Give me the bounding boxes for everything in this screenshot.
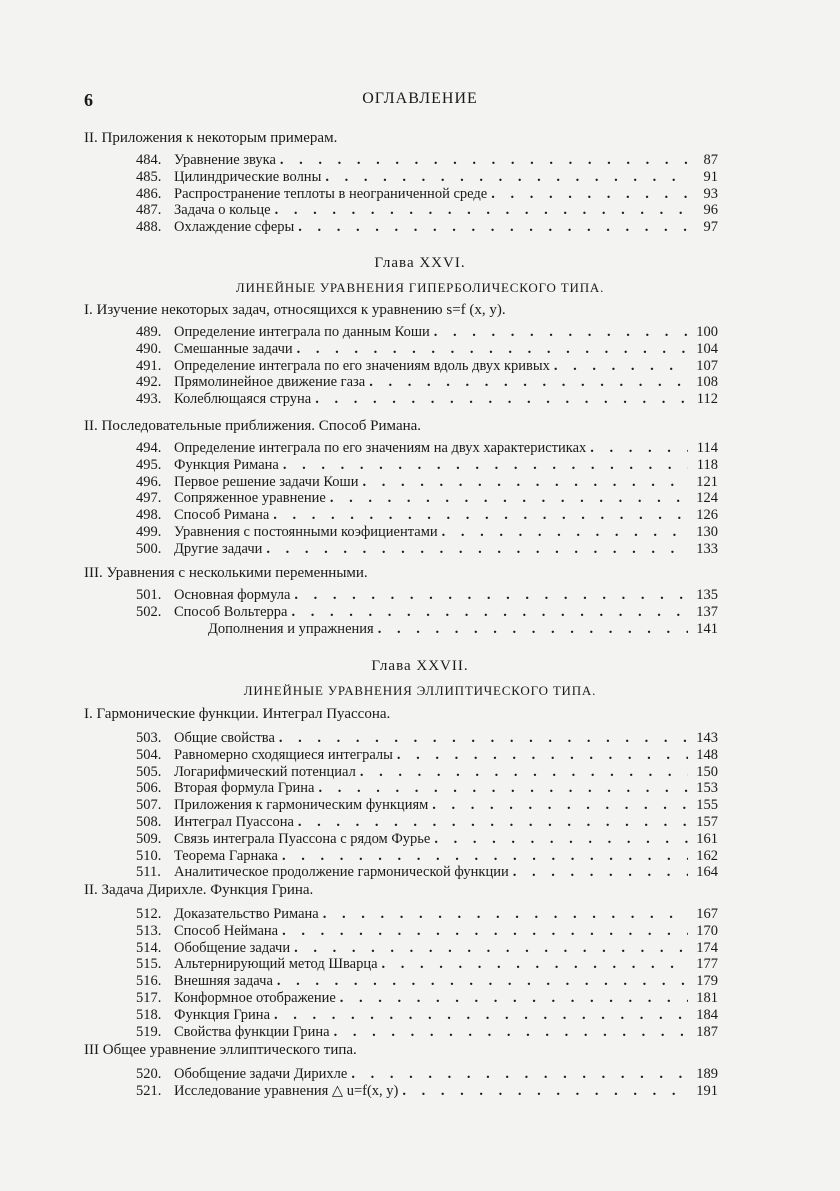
entry-title: Приложения к гармоническим функциям bbox=[174, 797, 429, 814]
entry-page: 126 bbox=[696, 507, 718, 524]
entry-title: Обобщение задачи Дирихле bbox=[174, 1066, 348, 1082]
entry-title: Альтернирующий метод Шварца bbox=[174, 956, 378, 973]
entry-title: Определение интеграла по данным Коши bbox=[174, 324, 430, 340]
entry-number: 494. bbox=[136, 440, 162, 456]
toc-entry bbox=[136, 524, 718, 540]
entry-number: 499. bbox=[136, 524, 162, 540]
entry-number: 520. bbox=[136, 1066, 162, 1082]
toc-entry bbox=[136, 831, 718, 847]
entry-title: Задача о кольце bbox=[174, 202, 271, 219]
dot-leader bbox=[318, 780, 688, 796]
entry-page: 150 bbox=[696, 763, 718, 780]
entry-page: 187 bbox=[696, 1023, 718, 1040]
entry-number: 511. bbox=[136, 864, 161, 881]
toc-entry bbox=[136, 358, 718, 374]
dot-leader bbox=[294, 587, 688, 603]
dot-leader bbox=[277, 973, 688, 989]
entry-number: 493. bbox=[136, 391, 162, 408]
entry-title: Общие свойства bbox=[174, 730, 275, 746]
dot-leader bbox=[266, 541, 688, 557]
entry-title: Определение интеграла по его значениям на двух характеристиках bbox=[174, 440, 587, 456]
entry-title: Первое решение задачи Коши bbox=[174, 473, 359, 490]
entry-number: 496. bbox=[136, 473, 162, 490]
entry-page: 148 bbox=[696, 746, 718, 763]
chapter-title: ЛИНЕЙНЫЕ УРАВНЕНИЯ ЭЛЛИПТИЧЕСКОГО ТИПА. bbox=[243, 683, 597, 698]
entry-page: 107 bbox=[696, 357, 718, 374]
entry-number: 504. bbox=[136, 746, 162, 763]
section-heading: II. Приложения к некоторым примерам. bbox=[84, 130, 338, 146]
toc-entry bbox=[136, 374, 718, 390]
dot-leader bbox=[362, 474, 688, 490]
dot-leader bbox=[351, 1066, 688, 1082]
entry-number: 515. bbox=[136, 956, 162, 973]
entry-page: 118 bbox=[696, 456, 718, 473]
toc-entry bbox=[136, 587, 718, 603]
entry-number: 490. bbox=[136, 340, 162, 357]
entry-title: Исследование уравнения △ u=f(x, y) bbox=[174, 1082, 399, 1099]
toc-entry bbox=[136, 169, 718, 185]
dot-leader bbox=[323, 906, 688, 922]
dot-leader bbox=[274, 1007, 688, 1023]
toc-entry bbox=[136, 780, 718, 796]
section-heading: III Общее уравнение эллиптического типа. bbox=[84, 1042, 357, 1058]
entry-page: 179 bbox=[696, 973, 718, 990]
dot-leader bbox=[340, 990, 688, 1006]
page-number: 6 bbox=[84, 90, 93, 110]
entry-title: Охлаждение сферы bbox=[174, 219, 295, 236]
entry-number: 498. bbox=[136, 507, 162, 524]
toc-entry bbox=[136, 621, 718, 637]
entry-number: 513. bbox=[136, 922, 162, 939]
entry-title: Вторая формула Грина bbox=[174, 780, 315, 797]
entry-page: 164 bbox=[696, 864, 718, 881]
toc-entry bbox=[136, 973, 718, 989]
section-heading: I. Изучение некоторых задач, относящихся к уравнению s=f (x, y). bbox=[84, 302, 506, 318]
entry-title: Способ Римана bbox=[174, 507, 270, 524]
toc-entry bbox=[136, 341, 718, 357]
entry-title: Логарифмический потенциал bbox=[174, 763, 356, 780]
toc-entry bbox=[136, 764, 718, 780]
entry-title: Внешняя задача bbox=[174, 973, 273, 990]
toc-entry bbox=[136, 1083, 718, 1099]
entry-page: 124 bbox=[696, 490, 718, 507]
entry-title: Способ Неймана bbox=[174, 922, 279, 939]
section-heading: III. Уравнения с несколькими переменными. bbox=[84, 565, 368, 581]
entry-title: Свойства функции Грина bbox=[174, 1023, 330, 1040]
dot-leader bbox=[298, 219, 688, 235]
dot-leader bbox=[590, 440, 688, 456]
entry-page: 133 bbox=[696, 540, 718, 557]
toc-entry bbox=[136, 457, 718, 473]
toc-entry bbox=[136, 186, 718, 202]
entry-page: 93 bbox=[703, 185, 718, 202]
toc-entry bbox=[136, 1024, 718, 1040]
toc-entry bbox=[136, 604, 718, 620]
entry-number: 502. bbox=[136, 603, 162, 620]
entry-number: 508. bbox=[136, 814, 162, 830]
toc-entry bbox=[136, 940, 718, 956]
dot-leader bbox=[334, 1024, 688, 1040]
running-title: ОГЛАВЛЕНИЕ bbox=[362, 90, 478, 107]
entry-title: Основная формула bbox=[174, 587, 291, 603]
entry-title: Уравнение звука bbox=[174, 152, 276, 168]
dot-leader bbox=[434, 831, 688, 847]
entry-title: Связь интеграла Пуассона с рядом Фурье bbox=[174, 830, 431, 847]
section-heading: II. Последовательные приближения. Способ Римана. bbox=[84, 418, 422, 434]
toc-entry bbox=[136, 797, 718, 813]
entry-page: 143 bbox=[696, 730, 718, 746]
dot-leader bbox=[402, 1083, 688, 1099]
dot-leader bbox=[378, 621, 688, 637]
entry-title: Сопряженное уравнение bbox=[174, 490, 326, 507]
entry-title: Цилиндрические волны bbox=[174, 168, 322, 185]
entry-page: 191 bbox=[696, 1082, 718, 1099]
toc-entry bbox=[136, 490, 718, 506]
entry-title: Функция Грина bbox=[174, 1006, 270, 1023]
dot-leader bbox=[513, 864, 688, 880]
entry-number: 484. bbox=[136, 152, 162, 168]
entry-title: Теорема Гарнака bbox=[174, 847, 278, 864]
entry-title: Равномерно сходящиеся интегралы bbox=[174, 746, 393, 763]
section-heading: II. Задача Дирихле. Функция Грина. bbox=[84, 882, 314, 898]
dot-leader bbox=[297, 341, 688, 357]
entry-number: 486. bbox=[136, 185, 162, 202]
chapter-heading: Глава XXVI. bbox=[374, 255, 466, 271]
entry-number: 506. bbox=[136, 780, 162, 797]
entry-title: Функция Римана bbox=[174, 456, 279, 473]
entry-page: 155 bbox=[696, 797, 718, 814]
toc-entry bbox=[136, 474, 718, 490]
entry-title: Обобщение задачи bbox=[174, 939, 291, 956]
dot-leader bbox=[434, 324, 688, 340]
entry-page: 114 bbox=[696, 440, 718, 456]
dot-leader bbox=[279, 730, 688, 746]
toc-entry bbox=[136, 219, 718, 235]
entry-page: 96 bbox=[703, 202, 718, 219]
toc-entry bbox=[136, 747, 718, 763]
dot-leader bbox=[273, 507, 688, 523]
entry-number: 495. bbox=[136, 456, 162, 473]
toc-entry bbox=[136, 906, 718, 922]
entry-number: 512. bbox=[136, 906, 162, 922]
entry-title: Распространение теплоты в неограниченной среде bbox=[174, 185, 488, 202]
entry-page: 104 bbox=[696, 340, 718, 357]
entry-number: 507. bbox=[136, 797, 162, 814]
entry-number: 521. bbox=[136, 1082, 162, 1099]
dot-leader bbox=[315, 391, 688, 407]
entry-page: 174 bbox=[696, 939, 718, 956]
toc-entry bbox=[136, 990, 718, 1006]
dot-leader bbox=[397, 747, 688, 763]
entry-number: 510. bbox=[136, 847, 162, 864]
toc-entry bbox=[136, 814, 718, 830]
entry-number: 505. bbox=[136, 763, 162, 780]
entry-title: Колеблющаяся струна bbox=[174, 391, 312, 408]
dot-leader bbox=[330, 490, 688, 506]
entry-number: 492. bbox=[136, 374, 162, 391]
toc-entry bbox=[136, 152, 718, 168]
entry-title: Определение интеграла по его значениям вдоль двух кривых bbox=[174, 357, 550, 374]
toc-entry bbox=[136, 864, 718, 880]
dot-leader bbox=[282, 848, 688, 864]
toc-entry bbox=[136, 848, 718, 864]
entry-title: Аналитическое продолжение гармонической функции bbox=[174, 864, 509, 881]
dot-leader bbox=[360, 764, 688, 780]
entry-number: 491. bbox=[136, 357, 162, 374]
dot-leader bbox=[280, 152, 688, 168]
entry-page: 121 bbox=[696, 473, 718, 490]
entry-page: 157 bbox=[696, 814, 718, 830]
dot-leader bbox=[442, 524, 688, 540]
dot-leader bbox=[283, 457, 688, 473]
entry-page: 108 bbox=[696, 374, 718, 391]
entry-page: 97 bbox=[703, 219, 718, 236]
entry-page: 100 bbox=[696, 324, 718, 340]
toc-entry bbox=[136, 391, 718, 407]
toc-entry bbox=[136, 730, 718, 746]
entry-title: Другие задачи bbox=[174, 540, 263, 557]
entry-page: 87 bbox=[703, 152, 718, 168]
toc-entry bbox=[136, 1066, 718, 1082]
dot-leader bbox=[432, 797, 688, 813]
entry-page: 161 bbox=[696, 830, 718, 847]
toc-entry bbox=[136, 956, 718, 972]
chapter-title: ЛИНЕЙНЫЕ УРАВНЕНИЯ ГИПЕРБОЛИЧЕСКОГО ТИПА. bbox=[235, 280, 605, 295]
entry-number: 518. bbox=[136, 1006, 162, 1023]
entry-page: 91 bbox=[703, 168, 718, 185]
entry-page: 137 bbox=[696, 603, 718, 620]
entry-page: 177 bbox=[696, 956, 718, 973]
entry-title: Прямолинейное движение газа bbox=[174, 374, 366, 391]
toc-entry bbox=[136, 923, 718, 939]
entry-number: 501. bbox=[136, 587, 162, 603]
entry-number: 489. bbox=[136, 324, 162, 340]
entry-number: 497. bbox=[136, 490, 162, 507]
chapter-heading: Глава XXVII. bbox=[371, 658, 469, 674]
entry-page: 112 bbox=[696, 391, 718, 408]
toc-entry bbox=[136, 507, 718, 523]
entry-page: 181 bbox=[696, 990, 718, 1006]
entry-number: 516. bbox=[136, 973, 162, 990]
entry-number: 488. bbox=[136, 219, 162, 236]
toc-entry bbox=[136, 541, 718, 557]
entry-number: 519. bbox=[136, 1023, 162, 1040]
entry-title: Способ Вольтерра bbox=[174, 603, 288, 620]
dot-leader bbox=[291, 604, 688, 620]
entry-title: Интеграл Пуассона bbox=[174, 814, 294, 830]
toc-entry bbox=[136, 1007, 718, 1023]
section-heading: I. Гармонические функции. Интеграл Пуассона. bbox=[84, 706, 391, 722]
entry-page: 167 bbox=[696, 906, 718, 922]
entry-title: Смешанные задачи bbox=[174, 340, 293, 357]
toc-entry bbox=[136, 324, 718, 340]
entry-number: 487. bbox=[136, 202, 162, 219]
entry-page: 135 bbox=[696, 587, 718, 603]
toc-entry bbox=[136, 440, 718, 456]
dot-leader bbox=[382, 956, 688, 972]
entry-page: 153 bbox=[696, 780, 718, 797]
dot-leader bbox=[369, 374, 688, 390]
dot-leader bbox=[294, 940, 688, 956]
entry-number: 517. bbox=[136, 990, 162, 1006]
entry-number: 500. bbox=[136, 540, 162, 557]
entry-page: 189 bbox=[696, 1066, 718, 1082]
toc-entry bbox=[136, 202, 718, 218]
dot-leader bbox=[275, 202, 688, 218]
entry-page: 170 bbox=[696, 922, 718, 939]
entry-page: 130 bbox=[696, 524, 718, 540]
dot-leader bbox=[282, 923, 688, 939]
entry-title: Доказательство Римана bbox=[174, 906, 319, 922]
dot-leader bbox=[298, 814, 688, 830]
entry-number: 514. bbox=[136, 939, 162, 956]
entry-page: 162 bbox=[696, 847, 718, 864]
entry-title: Конформное отображение bbox=[174, 990, 336, 1006]
dot-leader bbox=[554, 358, 688, 374]
entry-number: 509. bbox=[136, 830, 162, 847]
entry-page: 184 bbox=[696, 1006, 718, 1023]
entry-title: Уравнения с постоянными коэфициентами bbox=[174, 524, 438, 540]
entry-title: Дополнения и упражнения bbox=[208, 620, 374, 637]
entry-number: 485. bbox=[136, 168, 162, 185]
entry-number: 503. bbox=[136, 730, 162, 746]
dot-leader bbox=[491, 186, 688, 202]
dot-leader bbox=[325, 169, 688, 185]
entry-page: 141 bbox=[696, 620, 718, 637]
